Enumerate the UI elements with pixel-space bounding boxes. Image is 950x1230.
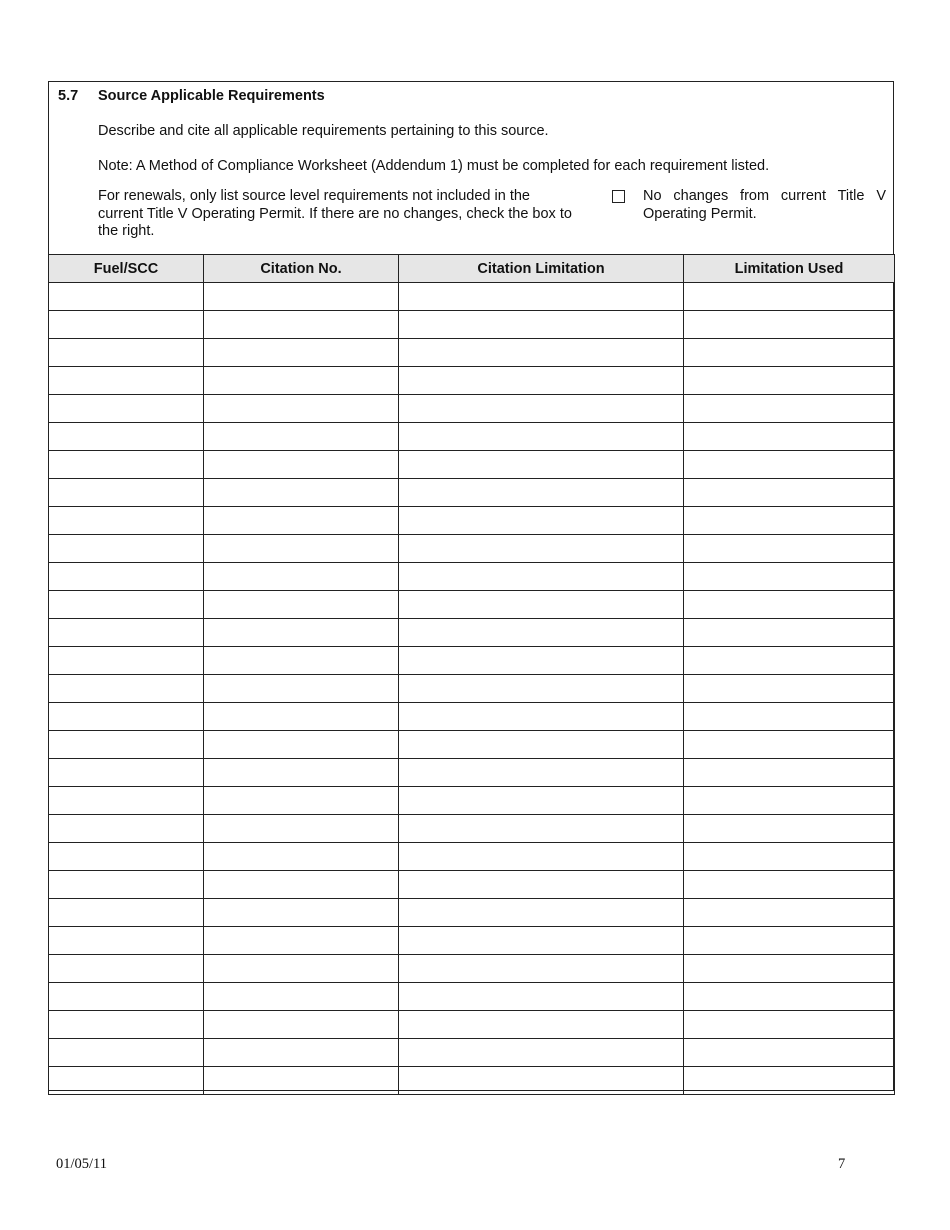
fuel-scc-cell[interactable] [49, 647, 204, 675]
fuel-scc-cell[interactable] [49, 619, 204, 647]
no-changes-checkbox[interactable] [612, 190, 625, 203]
fuel-scc-cell[interactable] [49, 675, 204, 703]
citation-limitation-cell[interactable] [399, 535, 684, 563]
limitation-used-cell[interactable] [684, 367, 895, 395]
section-title: Source Applicable Requirements [98, 88, 325, 104]
citation-no-cell[interactable] [204, 955, 399, 983]
requirements-table [48, 254, 895, 1095]
fuel-scc-cell[interactable] [49, 423, 204, 451]
column-header-fuel-scc: Fuel/SCC [49, 255, 204, 283]
table-row [49, 367, 895, 395]
fuel-scc-cell[interactable] [49, 283, 204, 311]
citation-limitation-cell[interactable] [399, 675, 684, 703]
limitation-used-cell[interactable] [684, 1039, 895, 1067]
fuel-scc-cell[interactable] [49, 983, 204, 1011]
limitation-used-cell[interactable] [684, 647, 895, 675]
limitation-used-cell[interactable] [684, 591, 895, 619]
table-row [49, 423, 895, 451]
citation-limitation-cell[interactable] [399, 927, 684, 955]
citation-limitation-cell[interactable] [399, 423, 684, 451]
table-row [49, 647, 895, 675]
citation-no-cell[interactable] [204, 983, 399, 1011]
citation-limitation-cell[interactable] [399, 619, 684, 647]
fuel-scc-cell[interactable] [49, 1011, 204, 1039]
citation-limitation-cell[interactable] [399, 647, 684, 675]
citation-no-cell[interactable] [204, 535, 399, 563]
fuel-scc-cell[interactable] [49, 395, 204, 423]
table-row [49, 871, 895, 899]
fuel-scc-cell[interactable] [49, 899, 204, 927]
citation-no-cell[interactable] [204, 507, 399, 535]
citation-no-cell[interactable] [204, 647, 399, 675]
citation-no-cell[interactable] [204, 591, 399, 619]
fuel-scc-cell[interactable] [49, 1039, 204, 1067]
limitation-used-cell[interactable] [684, 731, 895, 759]
table-row [49, 479, 895, 507]
limitation-used-cell[interactable] [684, 927, 895, 955]
citation-no-cell[interactable] [204, 367, 399, 395]
limitation-used-cell[interactable] [684, 955, 895, 983]
page-number: 7 [838, 1156, 846, 1172]
citation-no-cell[interactable] [204, 899, 399, 927]
requirements-form [48, 81, 894, 1091]
table-row [49, 1067, 895, 1095]
fuel-scc-cell[interactable] [49, 703, 204, 731]
limitation-used-cell[interactable] [684, 675, 895, 703]
no-changes-label: No changes from current Title V Operating Permit. [643, 188, 886, 222]
limitation-used-cell[interactable] [684, 787, 895, 815]
table-row [49, 563, 895, 591]
limitation-used-cell[interactable] [684, 507, 895, 535]
limitation-used-cell[interactable] [684, 983, 895, 1011]
citation-limitation-cell[interactable] [399, 339, 684, 367]
citation-no-cell[interactable] [204, 787, 399, 815]
table-row [49, 843, 895, 871]
compliance-note: Note: A Method of Compliance Worksheet (Addendum 1) must be completed for each requirement listed. [98, 158, 770, 174]
limitation-used-cell[interactable] [684, 423, 895, 451]
citation-limitation-cell[interactable] [399, 759, 684, 787]
fuel-scc-cell[interactable] [49, 731, 204, 759]
citation-limitation-cell[interactable] [399, 451, 684, 479]
citation-limitation-cell[interactable] [399, 899, 684, 927]
limitation-used-cell[interactable] [684, 899, 895, 927]
column-header-citation-no: Citation No. [204, 255, 399, 283]
section-number: 5.7 [58, 88, 79, 104]
table-row [49, 955, 895, 983]
citation-limitation-cell[interactable] [399, 283, 684, 311]
describe-instruction: Describe and cite all applicable requirements pertaining to this source. [98, 123, 549, 139]
fuel-scc-cell[interactable] [49, 815, 204, 843]
table-row [49, 591, 895, 619]
citation-limitation-cell[interactable] [399, 1039, 684, 1067]
citation-no-cell[interactable] [204, 675, 399, 703]
fuel-scc-cell[interactable] [49, 451, 204, 479]
fuel-scc-cell[interactable] [49, 311, 204, 339]
citation-limitation-cell[interactable] [399, 1067, 684, 1095]
citation-limitation-cell[interactable] [399, 367, 684, 395]
limitation-used-cell[interactable] [684, 535, 895, 563]
table-row [49, 535, 895, 563]
citation-no-cell[interactable] [204, 1011, 399, 1039]
table-row [49, 619, 895, 647]
table-row [49, 451, 895, 479]
fuel-scc-cell[interactable] [49, 927, 204, 955]
limitation-used-cell[interactable] [684, 703, 895, 731]
limitation-used-cell[interactable] [684, 619, 895, 647]
citation-no-cell[interactable] [204, 619, 399, 647]
table-row [49, 787, 895, 815]
citation-limitation-cell[interactable] [399, 507, 684, 535]
citation-no-cell[interactable] [204, 311, 399, 339]
limitation-used-cell[interactable] [684, 479, 895, 507]
table-row [49, 899, 895, 927]
citation-limitation-cell[interactable] [399, 479, 684, 507]
table-row [49, 759, 895, 787]
citation-limitation-cell[interactable] [399, 563, 684, 591]
citation-no-cell[interactable] [204, 871, 399, 899]
limitation-used-cell[interactable] [684, 759, 895, 787]
citation-no-cell[interactable] [204, 1039, 399, 1067]
fuel-scc-cell[interactable] [49, 955, 204, 983]
citation-no-cell[interactable] [204, 395, 399, 423]
citation-no-cell[interactable] [204, 563, 399, 591]
limitation-used-cell[interactable] [684, 311, 895, 339]
limitation-used-cell[interactable] [684, 339, 895, 367]
citation-limitation-cell[interactable] [399, 787, 684, 815]
citation-limitation-cell[interactable] [399, 395, 684, 423]
citation-no-cell[interactable] [204, 843, 399, 871]
citation-no-cell[interactable] [204, 759, 399, 787]
table-row [49, 311, 895, 339]
table-row [49, 983, 895, 1011]
fuel-scc-cell[interactable] [49, 1067, 204, 1095]
fuel-scc-cell[interactable] [49, 367, 204, 395]
citation-limitation-cell[interactable] [399, 1011, 684, 1039]
citation-limitation-cell[interactable] [399, 731, 684, 759]
table-row [49, 507, 895, 535]
section-heading [58, 88, 325, 104]
table-row [49, 703, 895, 731]
fuel-scc-cell[interactable] [49, 339, 204, 367]
citation-no-cell[interactable] [204, 731, 399, 759]
citation-limitation-cell[interactable] [399, 983, 684, 1011]
citation-limitation-cell[interactable] [399, 591, 684, 619]
limitation-used-cell[interactable] [684, 871, 895, 899]
table-row [49, 283, 895, 311]
citation-limitation-cell[interactable] [399, 955, 684, 983]
footer-date: 01/05/11 [56, 1156, 108, 1172]
fuel-scc-cell[interactable] [49, 507, 204, 535]
renewal-instruction: For renewals, only list source level requirements not included in the current Title V Operating Permit. If there are no changes, check the box to the right. [98, 188, 572, 239]
table-header-row [49, 255, 895, 283]
fuel-scc-cell[interactable] [49, 591, 204, 619]
citation-limitation-cell[interactable] [399, 703, 684, 731]
citation-no-cell[interactable] [204, 283, 399, 311]
fuel-scc-cell[interactable] [49, 787, 204, 815]
citation-no-cell[interactable] [204, 451, 399, 479]
fuel-scc-cell[interactable] [49, 563, 204, 591]
citation-limitation-cell[interactable] [399, 311, 684, 339]
limitation-used-cell[interactable] [684, 815, 895, 843]
fuel-scc-cell[interactable] [49, 759, 204, 787]
citation-no-cell[interactable] [204, 927, 399, 955]
table-row [49, 815, 895, 843]
citation-limitation-cell[interactable] [399, 871, 684, 899]
fuel-scc-cell[interactable] [49, 843, 204, 871]
limitation-used-cell[interactable] [684, 283, 895, 311]
table-row [49, 1039, 895, 1067]
limitation-used-cell[interactable] [684, 1067, 895, 1095]
table-body [49, 283, 895, 1095]
table-row [49, 675, 895, 703]
table-row [49, 339, 895, 367]
column-header-citation-limitation: Citation Limitation [399, 255, 684, 283]
citation-no-cell[interactable] [204, 703, 399, 731]
limitation-used-cell[interactable] [684, 395, 895, 423]
citation-no-cell[interactable] [204, 1067, 399, 1095]
citation-no-cell[interactable] [204, 815, 399, 843]
citation-no-cell[interactable] [204, 479, 399, 507]
fuel-scc-cell[interactable] [49, 479, 204, 507]
table-row [49, 395, 895, 423]
table-row [49, 1011, 895, 1039]
table-row [49, 731, 895, 759]
limitation-used-cell[interactable] [684, 1011, 895, 1039]
limitation-used-cell[interactable] [684, 843, 895, 871]
citation-no-cell[interactable] [204, 423, 399, 451]
limitation-used-cell[interactable] [684, 563, 895, 591]
citation-limitation-cell[interactable] [399, 843, 684, 871]
citation-limitation-cell[interactable] [399, 815, 684, 843]
fuel-scc-cell[interactable] [49, 535, 204, 563]
column-header-limitation-used: Limitation Used [684, 255, 895, 283]
fuel-scc-cell[interactable] [49, 871, 204, 899]
citation-no-cell[interactable] [204, 339, 399, 367]
table-row [49, 927, 895, 955]
limitation-used-cell[interactable] [684, 451, 895, 479]
